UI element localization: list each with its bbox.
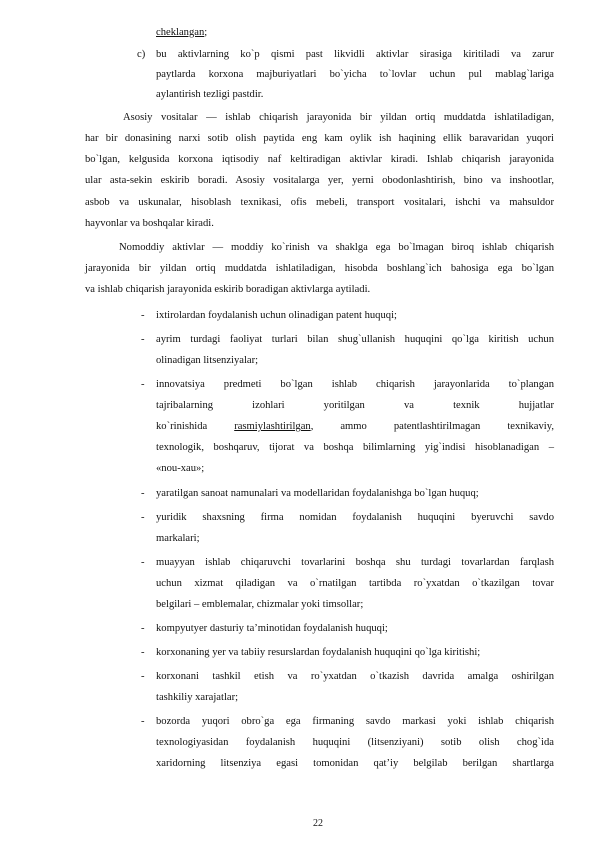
bullet-dash: - (141, 334, 145, 345)
para1-line-4: ular asta-sekin eskirib boradi. Asosiy vositalarga yer, yerni obodonlashtirish, bino va inshootlar, (85, 175, 554, 186)
bullet-2-line-2: olinadigan litsenziyalar; (156, 355, 259, 366)
para2-line-3: va ishlab chiqarish jarayonida eskirib boradigan aktivlarga aytiladi. (85, 284, 371, 295)
bullet-dash: - (141, 647, 145, 658)
bullet-4-line-1: yaratilgan sanoat namunalari va modellaridan foydalanishga bo`lgan huquq; (156, 488, 479, 499)
bullet-3-line-5: «nou-xau»; (156, 463, 205, 474)
bullet-6-line-2: uchun xizmat qiladigan va o`rnatilgan tartibda ro`yxatdan o`tkazilgan tovar (156, 578, 554, 589)
underlined-term: cheklangan (156, 27, 205, 38)
item-c-line-2: paytlarda korxona majburiyatlari bo`yicha to`lovlar uchun pul mablag`lariga (156, 69, 554, 80)
bullet-8-line-1: korxonaning yer va tabiiy resurslardan foydalanish huquqini qo`lga kiritishi; (156, 647, 481, 658)
bullet-9-line-1: korxonani tashkil etish va ro`yxatdan o`tkazish davrida amalga oshirilgan (156, 671, 554, 682)
bullet-1-line-1: ixtirolardan foydalanish uchun olinadigan patent huquqi; (156, 310, 397, 321)
bullet-9-line-2: tashkiliy xarajatlar; (156, 692, 239, 703)
bullet-6-line-1: muayyan ishlab chiqaruvchi tovarlarini boshqa shu turdagi tovarlardan farqlash (156, 557, 554, 568)
bullet-dash: - (141, 310, 145, 321)
list-marker-c: c) (137, 49, 146, 60)
underlined-term: rasmiylashtirilgan (234, 421, 311, 432)
page-number: 22 (313, 818, 323, 829)
para1-line-3: bo`lgan, kelgusida korxona iqtisodiy naf keltiradigan aktivlar kiradi. Ishlab chiqarish jarayonida (85, 154, 554, 165)
bullet-3-line-2: tajribalarning izohlari yoritilgan va texnik hujjatlar (156, 400, 554, 411)
para2-line-2: jarayonida bir yildan ortiq muddatda ishlatiladigan, hisobda boshlang`ich bahosiga ega bo`lgan (85, 263, 554, 274)
bullet-3-line-4: texnologik, boshqaruv, tijorat va boshqa bilimlarning yig`indisi hisoblanadigan – (156, 442, 554, 453)
para1-line-2: har bir donasining narxi sotib olish paytida eng kam oylik ish haqining ellik baravaridan yuqori (85, 133, 554, 144)
bullet-2-line-1: ayrim turdagi faoliyat turlari bilan shug`ullanish huquqini qo`lga kiritish uchun (156, 334, 554, 345)
bullet-7-line-1: kompyutyer dasturiy ta’minotidan foydalanish huquqi; (156, 623, 388, 634)
item-c-line-3: aylantirish tezligi pastdir. (156, 89, 264, 100)
para1-line-6: hayvonlar va boshqalar kiradi. (85, 218, 214, 229)
bullet-dash: - (141, 512, 145, 523)
para1-line-1: Asosiy vositalar — ishlab chiqarish jarayonida bir yildan ortiq muddatda ishlatiladigan, (123, 112, 554, 123)
bullet-10-line-2: texnologiyasidan foydalanish huquqini (litsenziyani) sotib olish chog`ida (156, 737, 554, 748)
list-continuation: cheklangan; (156, 27, 208, 38)
bullet-dash: - (141, 557, 145, 568)
bullet-10-line-3: xaridorning litsenziya egasi tomonidan qat’iy belgilab berilgan shartlarga (156, 758, 554, 769)
bullet-dash: - (141, 379, 145, 390)
bullet-3-line-3: ko`rinishida rasmiylashtirilgan, ammo patentlashtirilmagan texnikaviy, (156, 421, 554, 432)
bullet-10-line-1: bozorda yuqori obro`ga ega firmaning savdo markasi yoki ishlab chiqarish (156, 716, 554, 727)
bullet-5-line-1: yuridik shaxsning firma nomidan foydalanish huquqini byeruvchi savdo (156, 512, 554, 523)
bullet-5-line-2: markalari; (156, 533, 200, 544)
bullet-dash: - (141, 488, 145, 499)
bullet-6-line-3: belgilari – emblemalar, chizmalar yoki timsollar; (156, 599, 364, 610)
para2-line-1: Nomoddiy aktivlar — moddiy ko`rinish va shaklga ega bo`lmagan biroq ishlab chiqarish (119, 242, 554, 253)
bullet-dash: - (141, 623, 145, 634)
bullet-dash: - (141, 671, 145, 682)
para1-line-5: asbob va uskunalar, hisoblash texnikasi, ofis mebeli, transport vositalari, ishchi va mahsuldor (85, 197, 554, 208)
bullet-dash: - (141, 716, 145, 727)
bullet-3-line-1: innovatsiya predmeti bo`lgan ishlab chiqarish jarayonlarida to`plangan (156, 379, 554, 390)
item-c-line-1: bu aktivlarning ko`p qismi past likvidli aktivlar sirasiga kiritiladi va zarur (156, 49, 554, 60)
